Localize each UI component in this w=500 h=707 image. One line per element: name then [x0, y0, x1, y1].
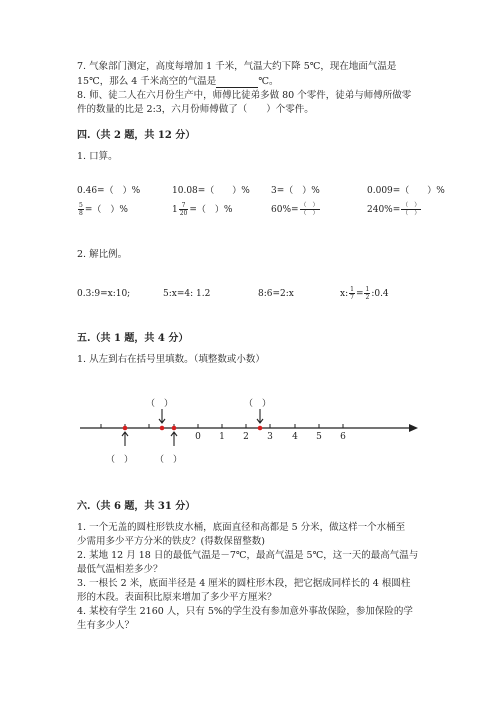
s6-line-4: 最低气温相差多少？: [77, 564, 163, 575]
oral-item-5: $\frac{5}{8}$ =（ ）%: [79, 202, 128, 217]
fraction: $\frac{( )}{( )}$: [402, 202, 421, 217]
tick-label-5: 5: [316, 432, 322, 442]
s6-line-1: 1. 一个无盖的圆柱形铁皮水桶，底面直径和高都是 5 分米，做这样一个水桶至: [77, 522, 406, 533]
fraction: $\frac{5}{8}$: [79, 202, 83, 217]
oral-item-4: 0.009=（ ）%: [367, 186, 445, 196]
oral-item-1: 0.46=（ ）%: [77, 186, 141, 196]
s6-line-3: 2. 某地 12 月 18 日的最低气温是－7℃，最高气温是 5℃，这一天的最高气温与: [77, 550, 419, 561]
tick-label-0: 0: [195, 432, 201, 442]
section-4-title: 四.（共 2 题，共 12 分）: [77, 130, 196, 141]
point-1: [123, 426, 128, 431]
tick-label-2: 2: [243, 432, 249, 442]
proportion-4: x: $\frac{1}{7}$ = $\frac{1}{2}$ :0.4: [340, 286, 389, 301]
s6-line-5: 3. 一根长 2 米，底面半径是 4 厘米的圆柱形木段，把它据成同样长的 4 根圆柱: [77, 578, 411, 589]
proportion-2: 5:x=4: 1.2: [163, 289, 211, 299]
section-5-title: 五.（共 1 题，共 4 分）: [77, 333, 189, 344]
oral-item-6: 1 $\frac{7}{20}$ =（ ）%: [172, 202, 233, 217]
fraction: $\frac{7}{20}$: [179, 202, 188, 217]
answer-paren-bottom-1[interactable]: （ ）: [106, 455, 134, 465]
q7-text-a: 15℃，那么 4 千米高空的气温是: [77, 76, 217, 87]
answer-paren-bottom-2[interactable]: （ ）: [155, 455, 183, 465]
tick-label-3: 3: [267, 432, 273, 442]
point-4: [258, 426, 263, 431]
q7-line-1: 7. 气象部门测定，高度每增加 1 千米，气温大约下降 5℃，现在地面气温是: [77, 61, 397, 72]
up-arrow-1: [122, 432, 128, 446]
oral-item-3: 3=（ ）%: [271, 186, 320, 196]
answer-paren-top-1[interactable]: （ ）: [146, 399, 174, 409]
proportion-1: 0.3:9=x:10;: [77, 289, 131, 299]
down-arrow-1: [159, 409, 165, 423]
s4-q1-title: 1. 口算。: [77, 151, 118, 162]
tick-label-1: 1: [219, 432, 225, 442]
s4-q2-title: 2. 解比例。: [77, 249, 128, 260]
fraction: $\frac{( )}{( )}$: [300, 202, 319, 217]
fraction: $\frac{1}{7}$: [350, 286, 354, 301]
fraction: $\frac{1}{2}$: [365, 286, 370, 301]
q8-line-1: 8. 师、徒二人在六月份生产中，师傅比徒弟多做 80 个零件，徒弟与师傅所做零: [77, 90, 412, 101]
point-2: [160, 426, 165, 431]
oral-item-2: 10.08=（ ）%: [172, 186, 250, 196]
tick-label-4: 4: [292, 432, 298, 442]
oral-item-8: 240%= $\frac{( )}{( )}$: [367, 202, 421, 217]
down-arrow-2: [257, 409, 263, 423]
answer-paren-top-2[interactable]: （ ）: [244, 399, 272, 409]
s5-q1-title: 1. 从左到右在括号里填数。（填整数或小数）: [77, 354, 265, 365]
up-arrow-2: [171, 432, 177, 446]
s6-line-7: 4. 某校有学生 2160 人，只有 5%的学生没有参加意外事故保险，参加保险的学: [77, 606, 413, 617]
point-3: [172, 426, 177, 431]
section-6-title: 六.（共 6 题，共 31 分）: [77, 501, 196, 512]
q7-text-b: ℃。: [258, 76, 279, 87]
s6-line-6: 形的木段。表面积比原来增加了多少平方厘米？: [77, 592, 277, 603]
s6-line-8: 生有多少人？: [77, 620, 135, 631]
number-line-arrowhead: [409, 424, 418, 432]
q8-line-2: 件的数量的比是 2:3，六月份师傅做了（ ）个零件。: [77, 104, 314, 115]
s6-line-2: 少需用多少平方分米的铁皮？(得数保留整数): [77, 536, 265, 547]
tick-label-6: 6: [340, 432, 346, 442]
oral-item-7: 60%= $\frac{( )}{( )}$: [271, 202, 319, 217]
proportion-3: 8:6=2:x: [258, 289, 294, 299]
